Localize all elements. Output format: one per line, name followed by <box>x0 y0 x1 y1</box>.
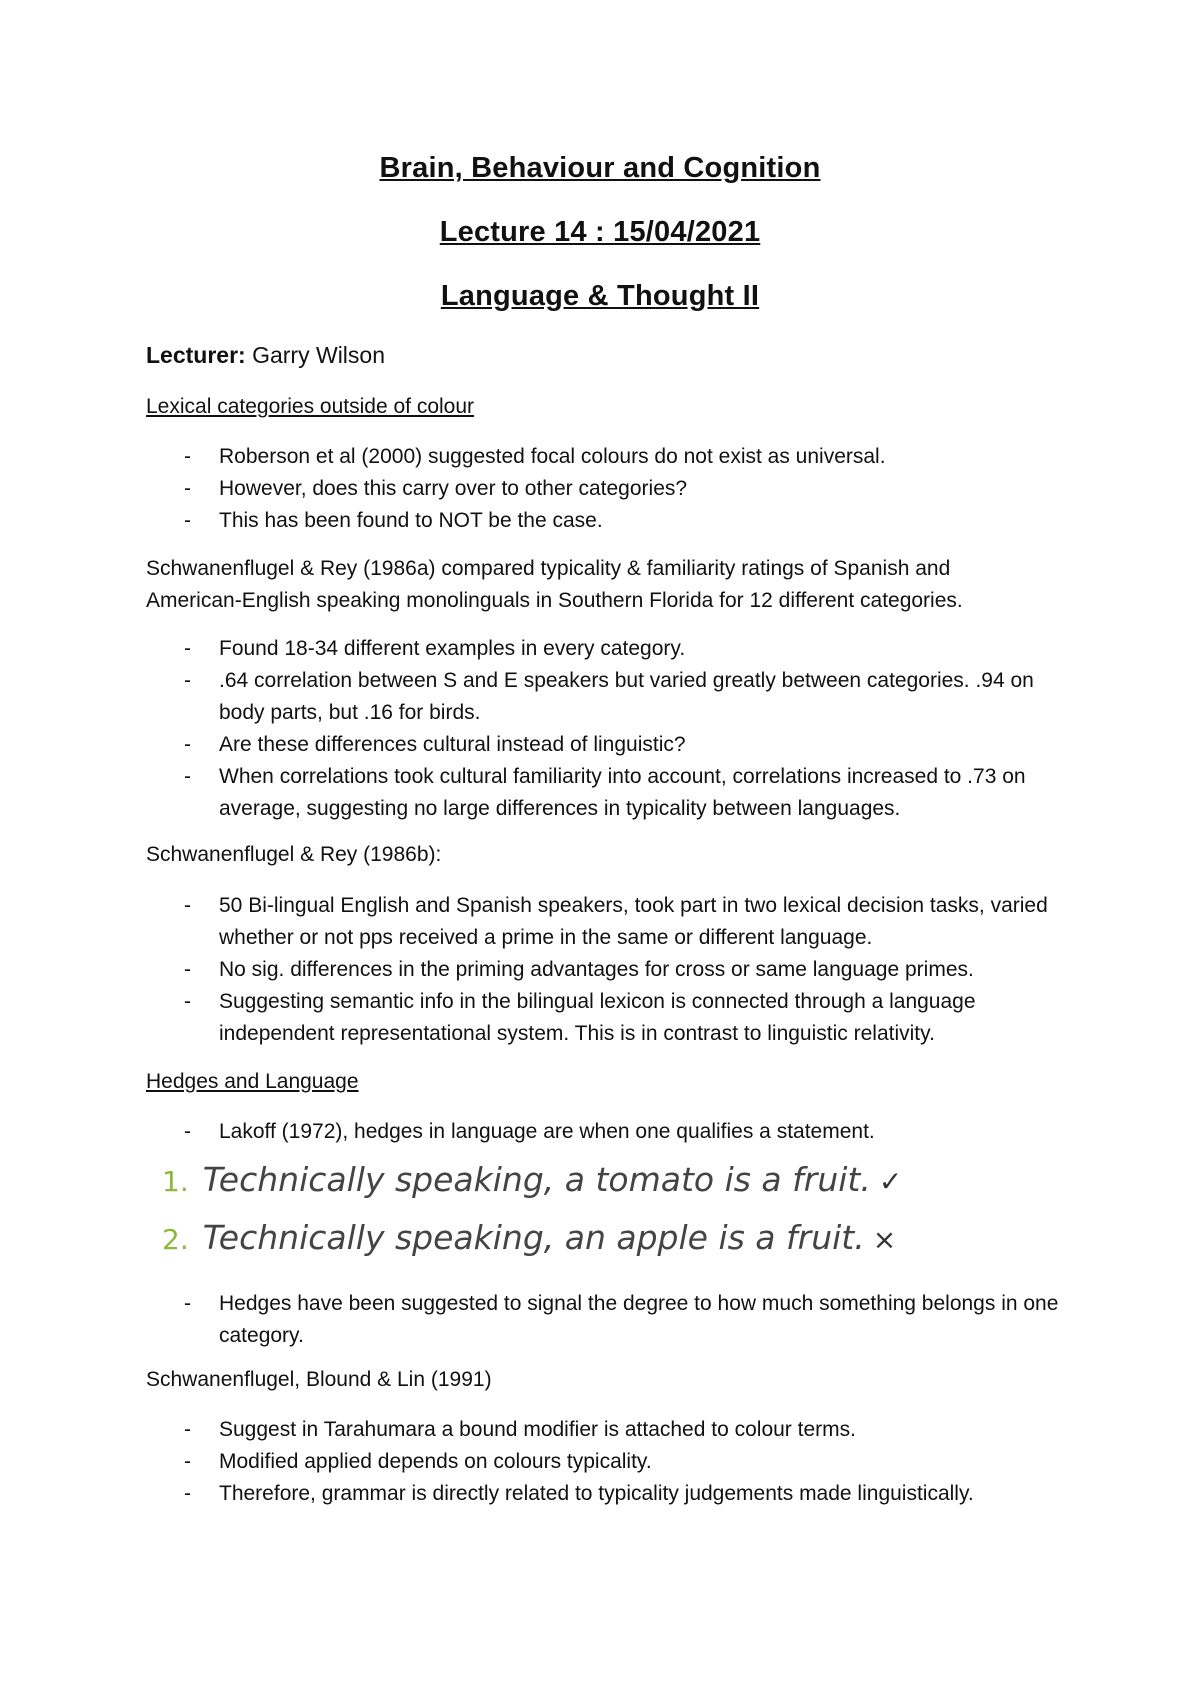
lecturer-label: Lecturer: <box>146 342 246 368</box>
rey-a-line1: Schwanenflugel & Rey (1986a) compared typicality & familiarity ratings of Spanish and <box>146 557 951 580</box>
hedge-example-1 <box>162 1160 902 1199</box>
rey-a-line2: American-English speaking monolinguals in Southern Florida for 12 different categories. <box>146 589 963 612</box>
lecturer-name: Garry Wilson <box>252 342 385 368</box>
example-text: Technically speaking, an apple is a fruit. <box>202 1218 865 1257</box>
lexical-heading: Lexical categories outside of colour <box>146 395 475 418</box>
example-number: 2. <box>162 1223 189 1256</box>
check-icon: ✓ <box>878 1165 903 1198</box>
hedges-heading: Hedges and Language <box>146 1070 359 1093</box>
rey-a-paragraph <box>146 553 1076 617</box>
topic-title: Language & Thought II <box>440 280 760 312</box>
rey-b-heading: Schwanenflugel & Rey (1986b): <box>146 843 442 866</box>
lecture-title: Lecture 14 : 15/04/2021 <box>439 216 761 248</box>
hedge-example-2 <box>162 1218 896 1257</box>
lecturer-line <box>146 342 385 369</box>
example-number: 1. <box>162 1165 189 1198</box>
example-text: Technically speaking, a tomato is a fruit. <box>202 1160 871 1199</box>
cross-icon: × <box>872 1223 897 1256</box>
document-page: Brain, Behaviour and Cognition Lecture 14 : 15/04/2021 Language & Thought II Lecturer: Garry Wilson Lexical categories outside of colour - Roberson et al (2000) suggested focal colours do not exist as universal. - However, does this carry over to other categories? - This has been found to NOT be the case. Schwanenflugel & Rey (1986a) compared typicality & familiarity ratings of Spanish and American-English speaking monolinguals in Southern Florida for 12 different categories. - Found 18-34 different examples in every category. - .64 correlation between S and E speakers but varied greatly between categories. .94 on body parts, but .16 for birds. - Are these differences cultural instead of linguistic? - When correlations took cultural familiarity into account, correlations increased to .73 on average, suggesting no large differences in typicality between languages. Schwanenflugel & Rey (1986b): - 50 Bi-lingual English and Spanish speakers, took part in two lexical decision tasks, varied whether or not pps received a prime in the same or different language. - No sig. differences in the priming advantages for cross or same language primes. - Suggesting semantic info in the bilingual lexicon is connected through a language independent representational system. This is in contrast to linguistic relativity. Hedges and Language - Lakoff (1972), hedges in language are when one qualifies a statement. 1. Technically speaking, a tomato is a fruit. ✓ 2. Technically speaking, an apple is a fruit. × - Hedges have been suggested to signal the degree to how much something belongs in one category. Schwanenflugel, Blound & Lin (1991) - Suggest in Tarahumara a bound modifier is attached to colour terms. - Modified applied depends on colours typicality. - Therefore, grammar is directly related to typicality judgements made linguistically. <box>0 0 1200 1698</box>
course-title: Brain, Behaviour and Cognition <box>379 152 821 184</box>
sbl-heading: Schwanenflugel, Blound & Lin (1991) <box>146 1368 492 1391</box>
